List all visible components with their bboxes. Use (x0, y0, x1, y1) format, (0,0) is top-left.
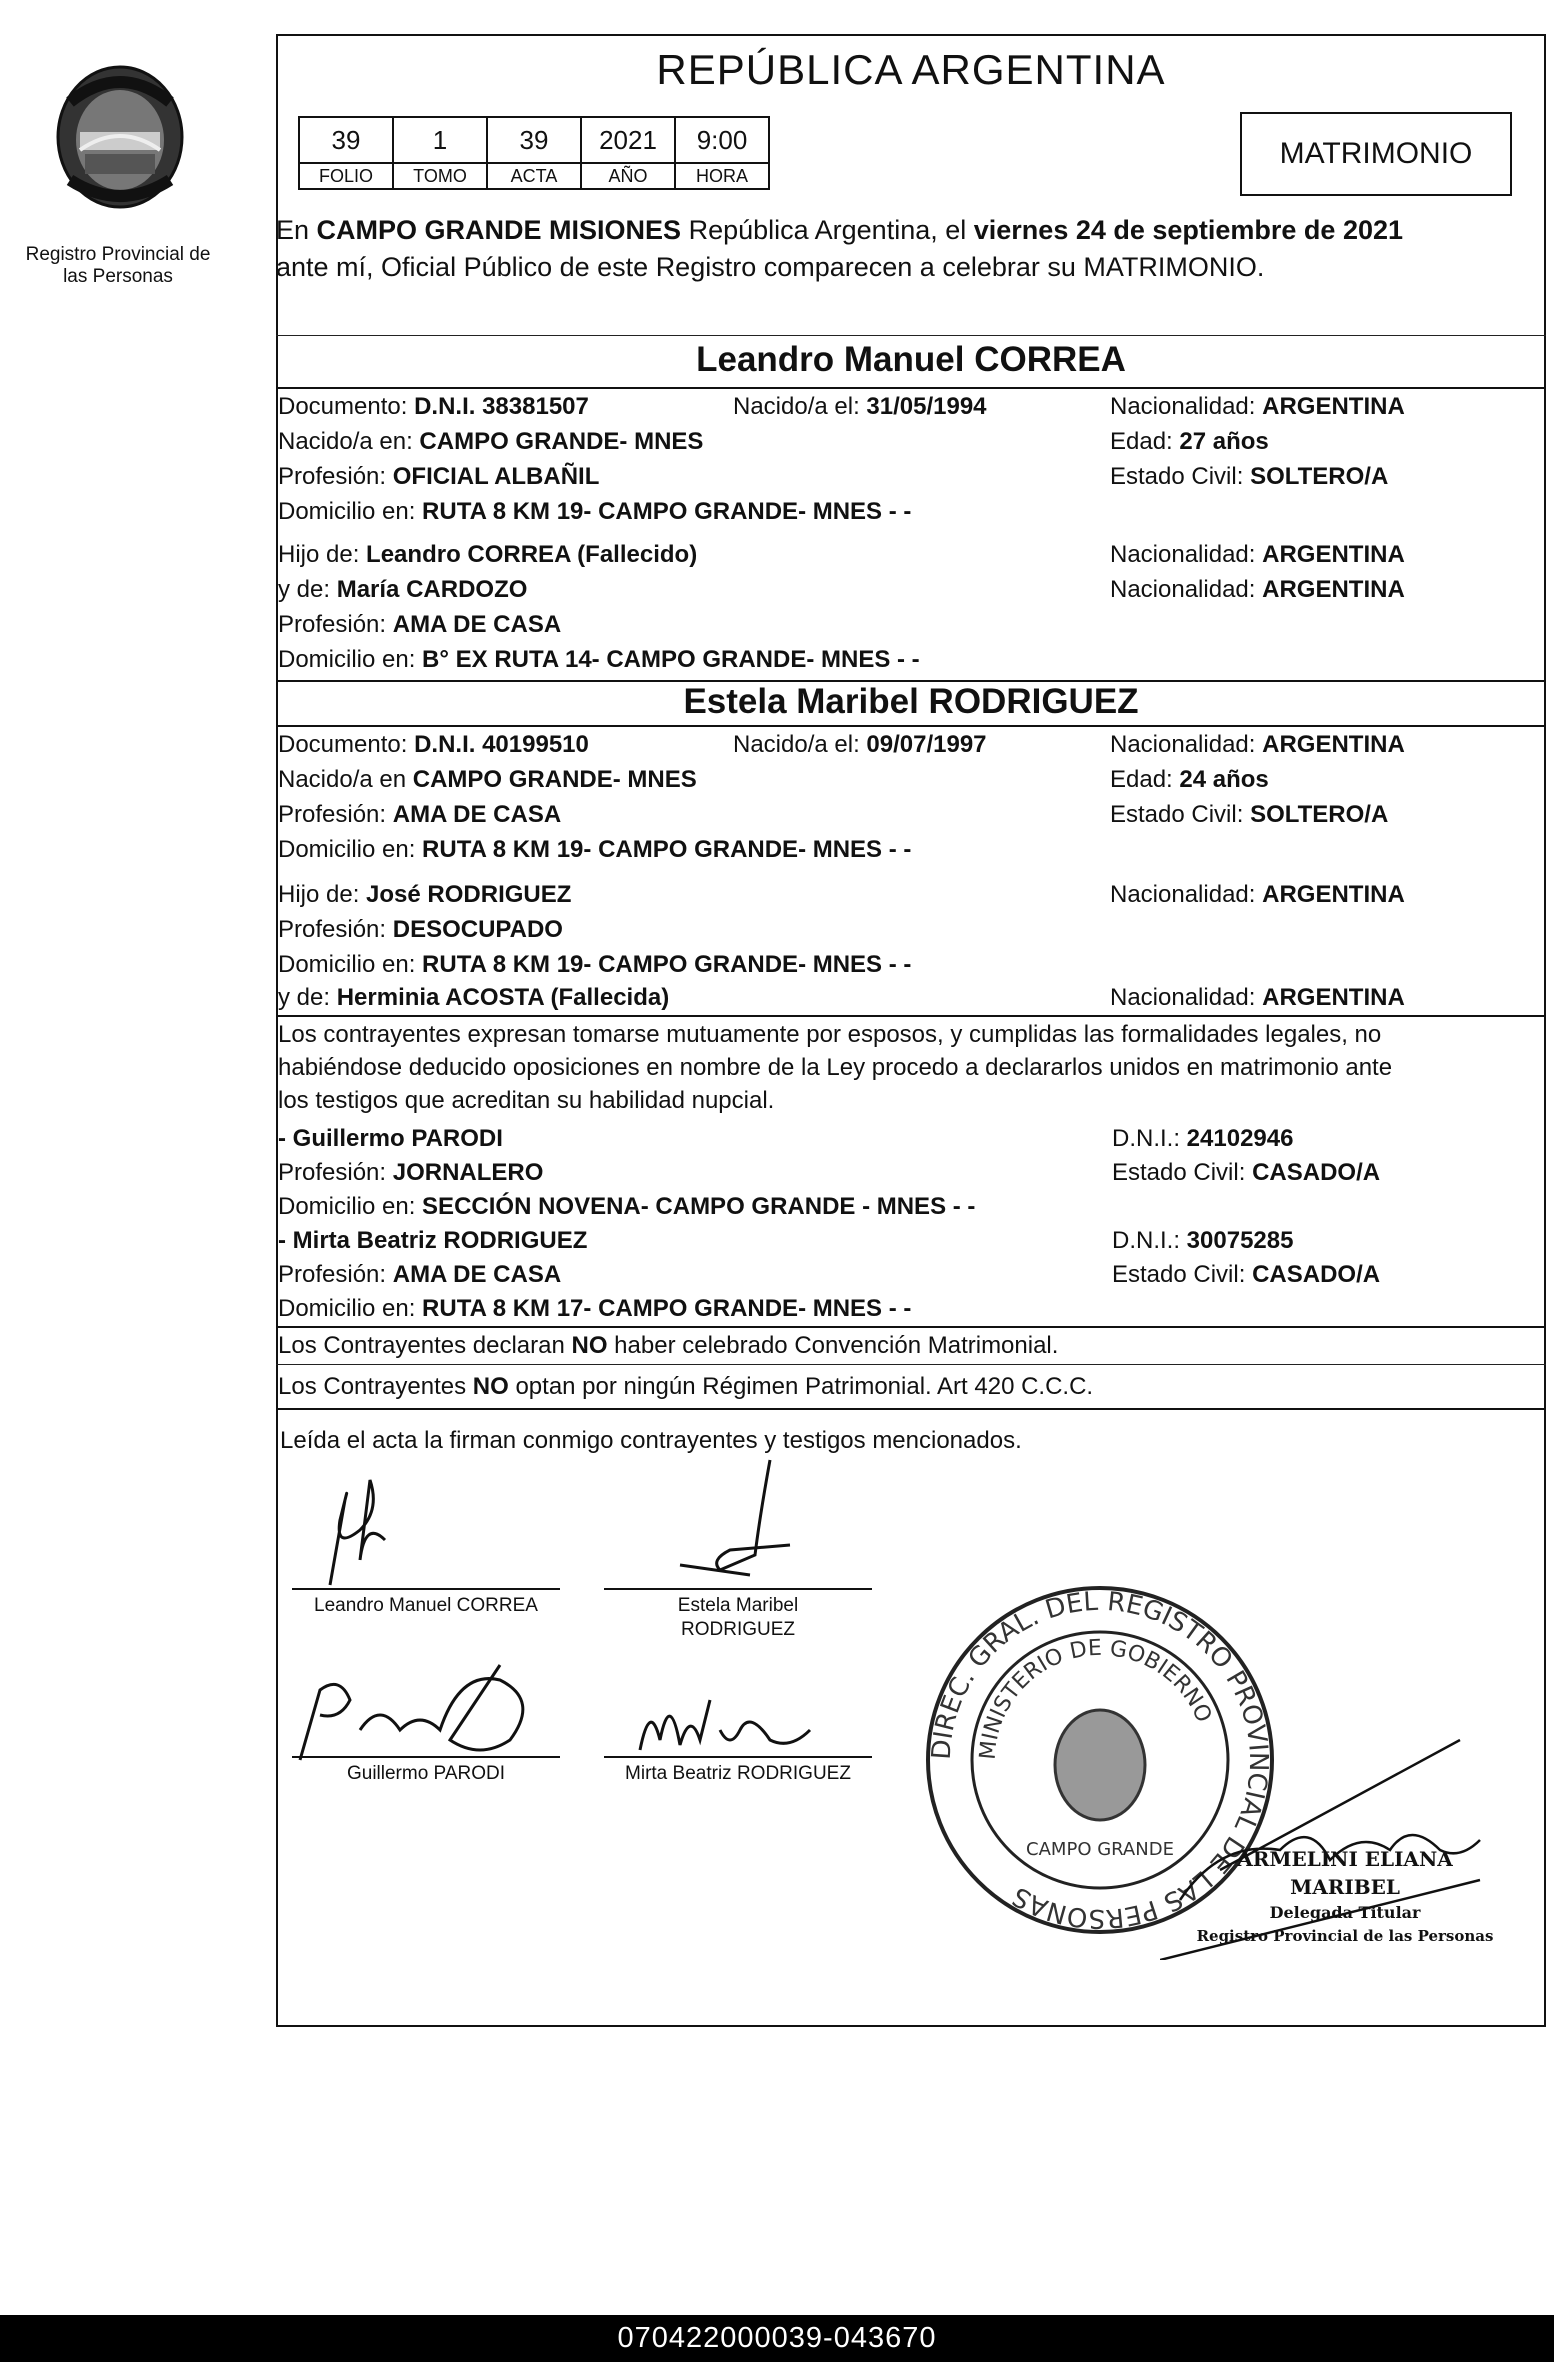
convencion-statement: Los Contrayentes declaran NO haber celebrado Convención Matrimonial. (278, 1332, 1059, 1359)
bride-profesion: Profesión: AMA DE CASA (278, 801, 562, 828)
document-barcode-number: 070422000039-043670 (0, 2315, 1554, 2362)
witness-2-signature-label: Mirta Beatriz RODRIGUEZ (625, 1763, 851, 1784)
witness-1-name: - Guillermo PARODI (278, 1125, 503, 1152)
witness-2-profesion: Profesión: AMA DE CASA (278, 1261, 562, 1288)
bride-nacionalidad: Nacionalidad: ARGENTINA (1110, 731, 1405, 758)
witness-2-estado-civil: Estado Civil: CASADO/A (1112, 1261, 1381, 1288)
bride-nacido-en: Nacido/a en CAMPO GRANDE- MNES (278, 766, 697, 793)
seal-bottom-text: CAMPO GRANDE (1026, 1839, 1174, 1860)
groom-parents-profesion: Profesión: AMA DE CASA (278, 611, 562, 638)
groom-profesion: Profesión: OFICIAL ALBAÑIL (278, 463, 600, 490)
witness-1-profesion: Profesión: JORNALERO (278, 1159, 544, 1186)
groom-name: Leandro Manuel CORREA (696, 340, 1126, 379)
hora-value: 9:00 (675, 117, 769, 163)
witness-1-signature-line (292, 1756, 560, 1758)
groom-mother: y de: María CARDOZO (278, 576, 528, 603)
divider (276, 1364, 1546, 1365)
witness-2-signature (620, 1670, 820, 1770)
official-name: ARMELINI ELIANA MARIBEL (1237, 1847, 1453, 1899)
groom-father-nacionalidad: Nacionalidad: ARGENTINA (1110, 541, 1405, 568)
bride-mother: y de: Herminia ACOSTA (Fallecida) (278, 984, 670, 1011)
bride-estado-civil: Estado Civil: SOLTERO/A (1110, 801, 1389, 828)
witness-1-domicilio: Domicilio en: SECCIÓN NOVENA- CAMPO GRANDE - MNES - - (278, 1193, 976, 1220)
official-office: Registro Provincial de las Personas (1196, 1927, 1494, 1945)
signing-statement: Leída el acta la firman conmigo contrayentes y testigos mencionados. (280, 1427, 1022, 1454)
seal-ring-text: DIREC. GRAL. DEL REGISTRO PROVINCIAL DE LAS PERSONAS (926, 1586, 1274, 1934)
groom-parents-domicilio: Domicilio en: B° EX RUTA 14- CAMPO GRANDE- MNES - - (278, 646, 920, 673)
bride-name: Estela Maribel RODRIGUEZ (683, 682, 1139, 721)
groom-signature-line (292, 1588, 560, 1590)
groom-estado-civil: Estado Civil: SOLTERO/A (1110, 463, 1389, 490)
regimen-statement: Los Contrayentes NO optan por ningún Régimen Patrimonial. Art 420 C.C.C. (278, 1373, 1094, 1400)
witness-2-name: - Mirta Beatriz RODRIGUEZ (278, 1227, 588, 1254)
divider (276, 1326, 1546, 1328)
divider (276, 387, 1546, 389)
provincial-coat-of-arms-logo (40, 62, 200, 212)
bride-mother-nacionalidad: Nacionalidad: ARGENTINA (1110, 984, 1405, 1011)
official-block (1180, 1845, 1510, 1947)
record-metadata-table (298, 116, 770, 190)
groom-mother-nacionalidad: Nacionalidad: ARGENTINA (1110, 576, 1405, 603)
groom-signature (300, 1460, 420, 1590)
witness-1-signature-label: Guillermo PARODI (346, 1763, 505, 1784)
groom-nacido-el: Nacido/a el: 31/05/1994 (733, 393, 987, 420)
groom-nacido-en: Nacido/a en: CAMPO GRANDE- MNES (278, 428, 704, 455)
bride-edad: Edad: 24 años (1110, 766, 1269, 793)
groom-father: Hijo de: Leandro CORREA (Fallecido) (278, 541, 698, 568)
bride-signature (660, 1455, 810, 1585)
bride-domicilio: Domicilio en: RUTA 8 KM 19- CAMPO GRANDE- MNES - - (278, 836, 912, 863)
bride-father-nacionalidad: Nacionalidad: ARGENTINA (1110, 881, 1405, 908)
declaration-line-1: Los contrayentes expresan tomarse mutuamente por esposos, y cumplidas las formalidades legales, no (278, 1021, 1382, 1048)
seal-inner-text: MINISTERIO DE GOBIERNO (975, 1635, 1217, 1761)
folio-value: 39 (299, 117, 393, 163)
bride-nacido-el: Nacido/a el: 09/07/1997 (733, 731, 987, 758)
hora-label: HORA (675, 163, 769, 189)
divider (276, 725, 1546, 727)
groom-nacionalidad: Nacionalidad: ARGENTINA (1110, 393, 1405, 420)
record-type-box: MATRIMONIO (1240, 112, 1512, 196)
folio-label: FOLIO (299, 163, 393, 189)
official-title: Delegada Titular (1269, 1903, 1421, 1922)
groom-edad: Edad: 27 años (1110, 428, 1269, 455)
groom-signature-label: Leandro Manuel CORREA (314, 1595, 538, 1616)
country-title: REPÚBLICA ARGENTINA (656, 46, 1166, 93)
bride-documento: Documento: D.N.I. 40199510 (278, 731, 589, 758)
ano-label: AÑO (581, 163, 675, 189)
bride-father-profesion: Profesión: DESOCUPADO (278, 916, 563, 943)
witness-1-dni: D.N.I.: 24102946 (1112, 1125, 1294, 1152)
acta-value: 39 (487, 117, 581, 163)
divider (276, 1015, 1546, 1017)
bride-signature-label-2: RODRIGUEZ (681, 1619, 795, 1640)
witness-1-signature (280, 1650, 580, 1770)
groom-domicilio: Domicilio en: RUTA 8 KM 19- CAMPO GRANDE- MNES - - (278, 498, 912, 525)
witness-2-dni: D.N.I.: 30075285 (1112, 1227, 1294, 1254)
bride-signature-line (604, 1588, 872, 1590)
declaration-line-2: habiéndose deducido oposiciones en nombre de la Ley procedo a declararlos unidos en matrimonio ante (278, 1054, 1393, 1081)
ano-value: 2021 (581, 117, 675, 163)
bride-father: Hijo de: José RODRIGUEZ (278, 881, 572, 908)
witness-2-domicilio: Domicilio en: RUTA 8 KM 17- CAMPO GRANDE- MNES - - (278, 1295, 912, 1322)
divider (276, 1408, 1546, 1410)
divider (276, 335, 1546, 336)
tomo-label: TOMO (393, 163, 487, 189)
bride-signature-label-1: Estela Maribel (677, 1595, 799, 1616)
bride-father-domicilio: Domicilio en: RUTA 8 KM 19- CAMPO GRANDE- MNES - - (278, 951, 912, 978)
witness-2-signature-line (604, 1756, 872, 1758)
groom-documento: Documento: D.N.I. 38381507 (278, 393, 589, 420)
tomo-value: 1 (393, 117, 487, 163)
declaration-line-3: los testigos que acreditan su habilidad nupcial. (278, 1087, 775, 1114)
intro-line-2: ante mí, Oficial Público de este Registro comparecen a celebrar su MATRIMONIO. (276, 252, 1265, 282)
intro-line-1: En CAMPO GRANDE MISIONES República Argentina, el viernes 24 de septiembre de 2021 (276, 215, 1404, 245)
acta-label: ACTA (487, 163, 581, 189)
agency-name: Registro Provincial de las Personas (25, 244, 211, 287)
witness-1-estado-civil: Estado Civil: CASADO/A (1112, 1159, 1381, 1186)
